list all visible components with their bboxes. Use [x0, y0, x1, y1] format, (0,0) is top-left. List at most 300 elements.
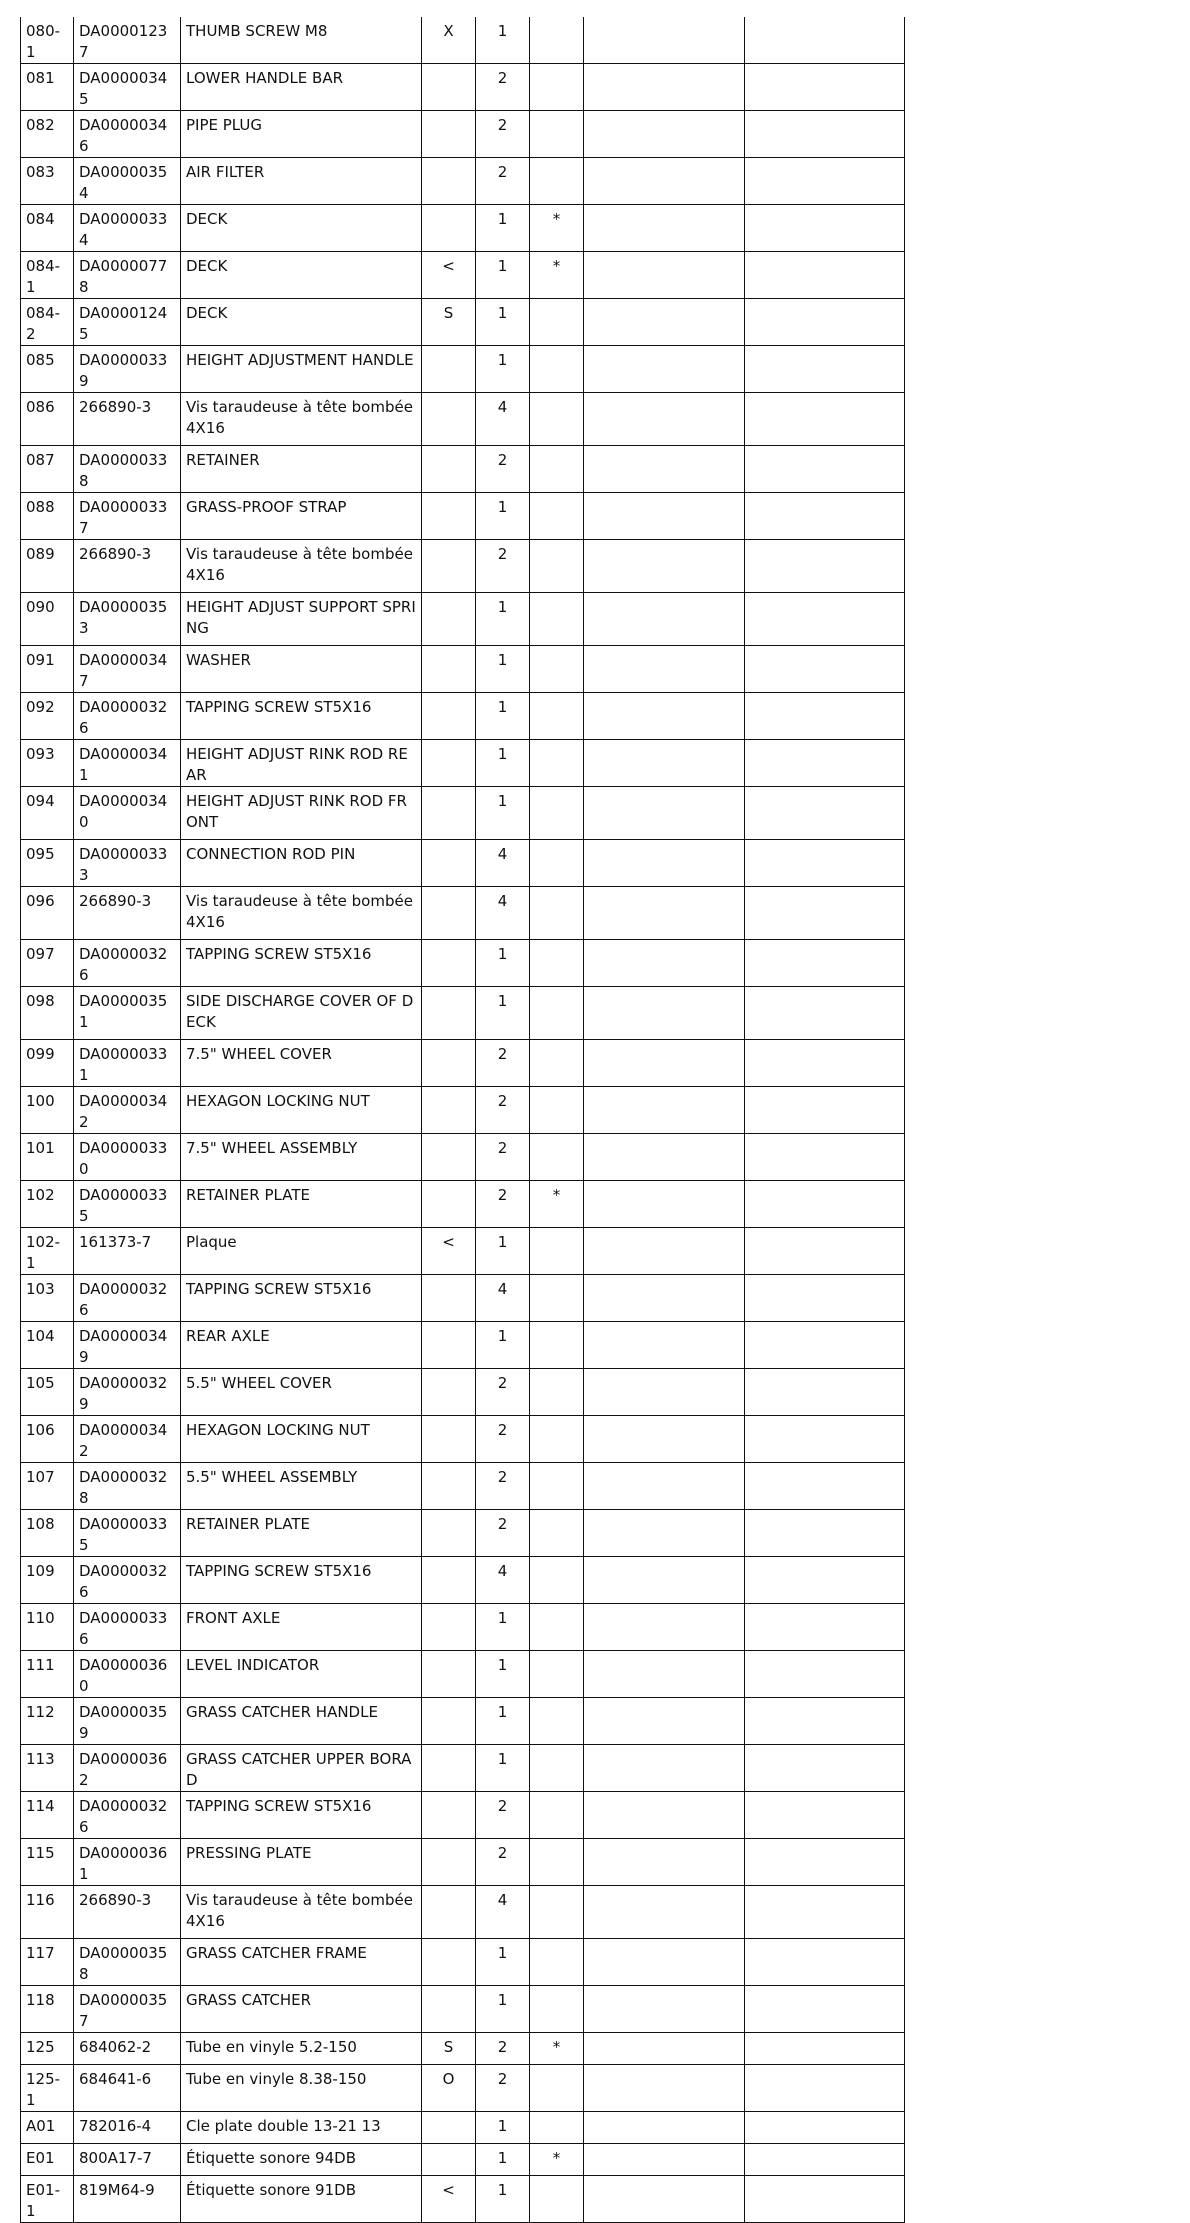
extra-cell-2 — [745, 787, 905, 840]
marker-cell — [422, 205, 476, 252]
quantity-cell: 2 — [476, 540, 530, 593]
item-number-cell: 111 — [21, 1651, 74, 1698]
marker-cell — [422, 1604, 476, 1651]
marker-cell — [422, 740, 476, 787]
table-row — [21, 1698, 905, 1745]
note-cell — [530, 1228, 584, 1275]
description-cell: WASHER — [181, 646, 422, 693]
marker-cell — [422, 987, 476, 1040]
extra-cell-2 — [745, 2144, 905, 2176]
quantity-cell: 1 — [476, 987, 530, 1040]
part-number-cell: DA00000359 — [74, 1698, 181, 1745]
extra-cell-1 — [584, 940, 745, 987]
table-row — [21, 1986, 905, 2033]
description-cell: GRASS CATCHER FRAME — [181, 1939, 422, 1986]
extra-cell-1 — [584, 1886, 745, 1939]
note-cell — [530, 1886, 584, 1939]
extra-cell-1 — [584, 1557, 745, 1604]
marker-cell — [422, 940, 476, 987]
note-cell: * — [530, 1181, 584, 1228]
part-number-cell: DA00000342 — [74, 1087, 181, 1134]
part-number-cell: DA00000353 — [74, 593, 181, 646]
item-number-cell: 082 — [21, 111, 74, 158]
description-cell: 5.5" WHEEL ASSEMBLY — [181, 1463, 422, 1510]
note-cell — [530, 1087, 584, 1134]
item-number-cell: 080-1 — [21, 17, 74, 64]
extra-cell-1 — [584, 393, 745, 446]
item-number-cell: 099 — [21, 1040, 74, 1087]
part-number-cell: DA00001245 — [74, 299, 181, 346]
description-cell: TAPPING SCREW ST5X16 — [181, 1792, 422, 1839]
part-number-cell: 684641-6 — [74, 2065, 181, 2112]
note-cell — [530, 987, 584, 1040]
description-cell: GRASS-PROOF STRAP — [181, 493, 422, 540]
quantity-cell: 2 — [476, 64, 530, 111]
part-number-cell: DA00000329 — [74, 1369, 181, 1416]
marker-cell — [422, 1416, 476, 1463]
table-row — [21, 346, 905, 393]
item-number-cell: 087 — [21, 446, 74, 493]
quantity-cell: 2 — [476, 1369, 530, 1416]
marker-cell — [422, 1745, 476, 1792]
part-number-cell: DA00000326 — [74, 1792, 181, 1839]
description-cell: HEIGHT ADJUST SUPPORT SPRING — [181, 593, 422, 646]
description-cell: 7.5" WHEEL COVER — [181, 1040, 422, 1087]
marker-cell — [422, 887, 476, 940]
quantity-cell: 1 — [476, 2112, 530, 2144]
extra-cell-1 — [584, 887, 745, 940]
part-number-cell: 800A17-7 — [74, 2144, 181, 2176]
extra-cell-2 — [745, 346, 905, 393]
note-cell — [530, 540, 584, 593]
extra-cell-2 — [745, 1839, 905, 1886]
marker-cell — [422, 1698, 476, 1745]
marker-cell — [422, 446, 476, 493]
extra-cell-1 — [584, 1040, 745, 1087]
note-cell: * — [530, 252, 584, 299]
extra-cell-1 — [584, 1369, 745, 1416]
extra-cell-2 — [745, 540, 905, 593]
quantity-cell: 1 — [476, 493, 530, 540]
extra-cell-1 — [584, 646, 745, 693]
quantity-cell: 1 — [476, 346, 530, 393]
part-number-cell: DA00000336 — [74, 1604, 181, 1651]
extra-cell-2 — [745, 740, 905, 787]
item-number-cell: 125-1 — [21, 2065, 74, 2112]
part-number-cell: 684062-2 — [74, 2033, 181, 2065]
quantity-cell: 2 — [476, 1416, 530, 1463]
quantity-cell: 1 — [476, 299, 530, 346]
item-number-cell: 108 — [21, 1510, 74, 1557]
extra-cell-2 — [745, 1416, 905, 1463]
marker-cell — [422, 393, 476, 446]
description-cell: HEIGHT ADJUST RINK ROD REAR — [181, 740, 422, 787]
extra-cell-2 — [745, 1275, 905, 1322]
quantity-cell: 1 — [476, 1228, 530, 1275]
extra-cell-2 — [745, 158, 905, 205]
item-number-cell: A01 — [21, 2112, 74, 2144]
extra-cell-2 — [745, 693, 905, 740]
description-cell: HEIGHT ADJUST RINK ROD FRONT — [181, 787, 422, 840]
description-cell: LOWER HANDLE BAR — [181, 64, 422, 111]
part-number-cell: DA00000346 — [74, 111, 181, 158]
note-cell — [530, 940, 584, 987]
extra-cell-2 — [745, 1792, 905, 1839]
note-cell — [530, 1939, 584, 1986]
extra-cell-1 — [584, 1698, 745, 1745]
part-number-cell: DA00000326 — [74, 693, 181, 740]
table-row — [21, 111, 905, 158]
description-cell: TAPPING SCREW ST5X16 — [181, 940, 422, 987]
quantity-cell: 1 — [476, 646, 530, 693]
item-number-cell: 084-2 — [21, 299, 74, 346]
quantity-cell: 2 — [476, 1839, 530, 1886]
item-number-cell: 109 — [21, 1557, 74, 1604]
item-number-cell: 098 — [21, 987, 74, 1040]
table-row — [21, 2112, 905, 2144]
item-number-cell: 110 — [21, 1604, 74, 1651]
quantity-cell: 4 — [476, 887, 530, 940]
marker-cell — [422, 1322, 476, 1369]
table-row — [21, 593, 905, 646]
description-cell: Étiquette sonore 91DB — [181, 2176, 422, 2223]
note-cell — [530, 887, 584, 940]
extra-cell-2 — [745, 299, 905, 346]
quantity-cell: 1 — [476, 740, 530, 787]
note-cell — [530, 299, 584, 346]
quantity-cell: 1 — [476, 2176, 530, 2223]
table-row — [21, 1087, 905, 1134]
extra-cell-1 — [584, 1416, 745, 1463]
extra-cell-1 — [584, 1134, 745, 1181]
note-cell — [530, 1839, 584, 1886]
table-row — [21, 1886, 905, 1939]
item-number-cell: 107 — [21, 1463, 74, 1510]
part-number-cell: DA00000347 — [74, 646, 181, 693]
note-cell — [530, 1792, 584, 1839]
note-cell — [530, 1040, 584, 1087]
part-number-cell: DA00000338 — [74, 446, 181, 493]
part-number-cell: DA00000340 — [74, 787, 181, 840]
part-number-cell: 782016-4 — [74, 2112, 181, 2144]
table-row — [21, 1839, 905, 1886]
item-number-cell: 104 — [21, 1322, 74, 1369]
extra-cell-1 — [584, 540, 745, 593]
quantity-cell: 1 — [476, 205, 530, 252]
quantity-cell: 1 — [476, 693, 530, 740]
item-number-cell: 088 — [21, 493, 74, 540]
description-cell: Plaque — [181, 1228, 422, 1275]
parts-table-body — [21, 17, 905, 2223]
description-cell: GRASS CATCHER HANDLE — [181, 1698, 422, 1745]
marker-cell: < — [422, 252, 476, 299]
item-number-cell: 117 — [21, 1939, 74, 1986]
marker-cell — [422, 693, 476, 740]
marker-cell — [422, 1134, 476, 1181]
quantity-cell: 1 — [476, 1651, 530, 1698]
marker-cell — [422, 1651, 476, 1698]
extra-cell-2 — [745, 2112, 905, 2144]
table-row — [21, 787, 905, 840]
table-row — [21, 540, 905, 593]
table-row — [21, 1040, 905, 1087]
note-cell — [530, 493, 584, 540]
part-number-cell: 161373-7 — [74, 1228, 181, 1275]
extra-cell-2 — [745, 2065, 905, 2112]
extra-cell-2 — [745, 1322, 905, 1369]
item-number-cell: 106 — [21, 1416, 74, 1463]
extra-cell-2 — [745, 493, 905, 540]
item-number-cell: 115 — [21, 1839, 74, 1886]
note-cell — [530, 1698, 584, 1745]
item-number-cell: 113 — [21, 1745, 74, 1792]
description-cell: DECK — [181, 299, 422, 346]
extra-cell-2 — [745, 1181, 905, 1228]
note-cell: * — [530, 205, 584, 252]
extra-cell-1 — [584, 1275, 745, 1322]
extra-cell-1 — [584, 1939, 745, 1986]
table-row — [21, 205, 905, 252]
table-row — [21, 1510, 905, 1557]
marker-cell — [422, 158, 476, 205]
marker-cell — [422, 1510, 476, 1557]
quantity-cell: 2 — [476, 1181, 530, 1228]
part-number-cell: 266890-3 — [74, 393, 181, 446]
extra-cell-2 — [745, 1886, 905, 1939]
extra-cell-1 — [584, 1087, 745, 1134]
part-number-cell: DA00000342 — [74, 1416, 181, 1463]
extra-cell-1 — [584, 740, 745, 787]
part-number-cell: 266890-3 — [74, 540, 181, 593]
table-row — [21, 1604, 905, 1651]
item-number-cell: 102-1 — [21, 1228, 74, 1275]
extra-cell-1 — [584, 787, 745, 840]
extra-cell-1 — [584, 1986, 745, 2033]
description-cell: CONNECTION ROD PIN — [181, 840, 422, 887]
note-cell — [530, 64, 584, 111]
quantity-cell: 4 — [476, 1886, 530, 1939]
extra-cell-1 — [584, 1651, 745, 1698]
table-row — [21, 1792, 905, 1839]
quantity-cell: 2 — [476, 1134, 530, 1181]
note-cell — [530, 158, 584, 205]
marker-cell — [422, 1886, 476, 1939]
quantity-cell: 1 — [476, 593, 530, 646]
part-number-cell: DA00000334 — [74, 205, 181, 252]
marker-cell — [422, 1939, 476, 1986]
marker-cell — [422, 111, 476, 158]
table-row — [21, 299, 905, 346]
marker-cell: S — [422, 2033, 476, 2065]
description-cell: Tube en vinyle 5.2-150 — [181, 2033, 422, 2065]
extra-cell-2 — [745, 393, 905, 446]
table-row — [21, 1181, 905, 1228]
marker-cell: < — [422, 2176, 476, 2223]
extra-cell-2 — [745, 1745, 905, 1792]
item-number-cell: 092 — [21, 693, 74, 740]
extra-cell-1 — [584, 1228, 745, 1275]
marker-cell — [422, 1463, 476, 1510]
note-cell — [530, 646, 584, 693]
description-cell: THUMB SCREW M8 — [181, 17, 422, 64]
part-number-cell: DA00000361 — [74, 1839, 181, 1886]
extra-cell-2 — [745, 1134, 905, 1181]
item-number-cell: 116 — [21, 1886, 74, 1939]
marker-cell — [422, 540, 476, 593]
description-cell: PRESSING PLATE — [181, 1839, 422, 1886]
quantity-cell: 2 — [476, 158, 530, 205]
item-number-cell: 114 — [21, 1792, 74, 1839]
note-cell — [530, 346, 584, 393]
marker-cell — [422, 1986, 476, 2033]
table-row — [21, 646, 905, 693]
note-cell — [530, 787, 584, 840]
quantity-cell: 1 — [476, 1698, 530, 1745]
part-number-cell: DA00000331 — [74, 1040, 181, 1087]
extra-cell-1 — [584, 346, 745, 393]
table-row — [21, 64, 905, 111]
extra-cell-1 — [584, 1510, 745, 1557]
marker-cell — [422, 1839, 476, 1886]
description-cell: RETAINER PLATE — [181, 1510, 422, 1557]
item-number-cell: 094 — [21, 787, 74, 840]
table-row — [21, 1322, 905, 1369]
table-row — [21, 2144, 905, 2176]
quantity-cell: 1 — [476, 1604, 530, 1651]
extra-cell-1 — [584, 987, 745, 1040]
marker-cell — [422, 646, 476, 693]
extra-cell-2 — [745, 1510, 905, 1557]
quantity-cell: 1 — [476, 1939, 530, 1986]
description-cell: FRONT AXLE — [181, 1604, 422, 1651]
part-number-cell: DA00000337 — [74, 493, 181, 540]
quantity-cell: 4 — [476, 1557, 530, 1604]
table-row — [21, 1134, 905, 1181]
item-number-cell: E01-1 — [21, 2176, 74, 2223]
table-row — [21, 1745, 905, 1792]
extra-cell-2 — [745, 1369, 905, 1416]
marker-cell: < — [422, 1228, 476, 1275]
part-number-cell: DA00000326 — [74, 940, 181, 987]
note-cell — [530, 111, 584, 158]
description-cell: AIR FILTER — [181, 158, 422, 205]
part-number-cell: 266890-3 — [74, 887, 181, 940]
extra-cell-1 — [584, 2112, 745, 2144]
note-cell — [530, 2065, 584, 2112]
item-number-cell: 125 — [21, 2033, 74, 2065]
table-row — [21, 1557, 905, 1604]
note-cell — [530, 1322, 584, 1369]
table-row — [21, 2176, 905, 2223]
part-number-cell: DA00000339 — [74, 346, 181, 393]
item-number-cell: 103 — [21, 1275, 74, 1322]
marker-cell — [422, 593, 476, 646]
quantity-cell: 1 — [476, 1322, 530, 1369]
quantity-cell: 1 — [476, 17, 530, 64]
note-cell — [530, 1557, 584, 1604]
note-cell — [530, 1604, 584, 1651]
extra-cell-1 — [584, 840, 745, 887]
marker-cell — [422, 493, 476, 540]
part-number-cell: DA00000349 — [74, 1322, 181, 1369]
description-cell: TAPPING SCREW ST5X16 — [181, 693, 422, 740]
item-number-cell: 084-1 — [21, 252, 74, 299]
part-number-cell: DA00000351 — [74, 987, 181, 1040]
extra-cell-1 — [584, 2033, 745, 2065]
item-number-cell: 101 — [21, 1134, 74, 1181]
part-number-cell: DA00000341 — [74, 740, 181, 787]
description-cell: 7.5" WHEEL ASSEMBLY — [181, 1134, 422, 1181]
item-number-cell: 112 — [21, 1698, 74, 1745]
marker-cell: X — [422, 17, 476, 64]
note-cell — [530, 2176, 584, 2223]
table-row — [21, 17, 905, 64]
note-cell — [530, 393, 584, 446]
part-number-cell: DA00000358 — [74, 1939, 181, 1986]
extra-cell-2 — [745, 1463, 905, 1510]
table-row — [21, 940, 905, 987]
note-cell — [530, 1745, 584, 1792]
extra-cell-2 — [745, 446, 905, 493]
item-number-cell: 093 — [21, 740, 74, 787]
part-number-cell: DA00000328 — [74, 1463, 181, 1510]
description-cell: HEXAGON LOCKING NUT — [181, 1416, 422, 1463]
quantity-cell: 2 — [476, 1792, 530, 1839]
part-number-cell: DA00000354 — [74, 158, 181, 205]
quantity-cell: 1 — [476, 252, 530, 299]
quantity-cell: 2 — [476, 1510, 530, 1557]
description-cell: LEVEL INDICATOR — [181, 1651, 422, 1698]
quantity-cell: 4 — [476, 393, 530, 446]
description-cell: Vis taraudeuse à tête bombée 4X16 — [181, 887, 422, 940]
quantity-cell: 1 — [476, 1745, 530, 1792]
description-cell: RETAINER — [181, 446, 422, 493]
table-row — [21, 693, 905, 740]
extra-cell-2 — [745, 1087, 905, 1134]
extra-cell-2 — [745, 111, 905, 158]
extra-cell-2 — [745, 1939, 905, 1986]
description-cell: SIDE DISCHARGE COVER OF DECK — [181, 987, 422, 1040]
item-number-cell: 086 — [21, 393, 74, 446]
item-number-cell: 081 — [21, 64, 74, 111]
item-number-cell: 089 — [21, 540, 74, 593]
note-cell — [530, 1275, 584, 1322]
extra-cell-1 — [584, 2065, 745, 2112]
description-cell: REAR AXLE — [181, 1322, 422, 1369]
description-cell: Vis taraudeuse à tête bombée 4X16 — [181, 540, 422, 593]
part-number-cell: DA00000335 — [74, 1510, 181, 1557]
extra-cell-1 — [584, 17, 745, 64]
part-number-cell: DA00000357 — [74, 1986, 181, 2033]
marker-cell — [422, 64, 476, 111]
item-number-cell: 097 — [21, 940, 74, 987]
extra-cell-2 — [745, 64, 905, 111]
part-number-cell: DA00000326 — [74, 1557, 181, 1604]
item-number-cell: 100 — [21, 1087, 74, 1134]
extra-cell-2 — [745, 940, 905, 987]
table-row — [21, 1463, 905, 1510]
marker-cell — [422, 1557, 476, 1604]
part-number-cell: 819M64-9 — [74, 2176, 181, 2223]
table-row — [21, 1228, 905, 1275]
item-number-cell: 083 — [21, 158, 74, 205]
extra-cell-1 — [584, 2144, 745, 2176]
description-cell: Tube en vinyle 8.38-150 — [181, 2065, 422, 2112]
extra-cell-2 — [745, 2033, 905, 2065]
note-cell — [530, 593, 584, 646]
description-cell: HEXAGON LOCKING NUT — [181, 1087, 422, 1134]
extra-cell-1 — [584, 1745, 745, 1792]
